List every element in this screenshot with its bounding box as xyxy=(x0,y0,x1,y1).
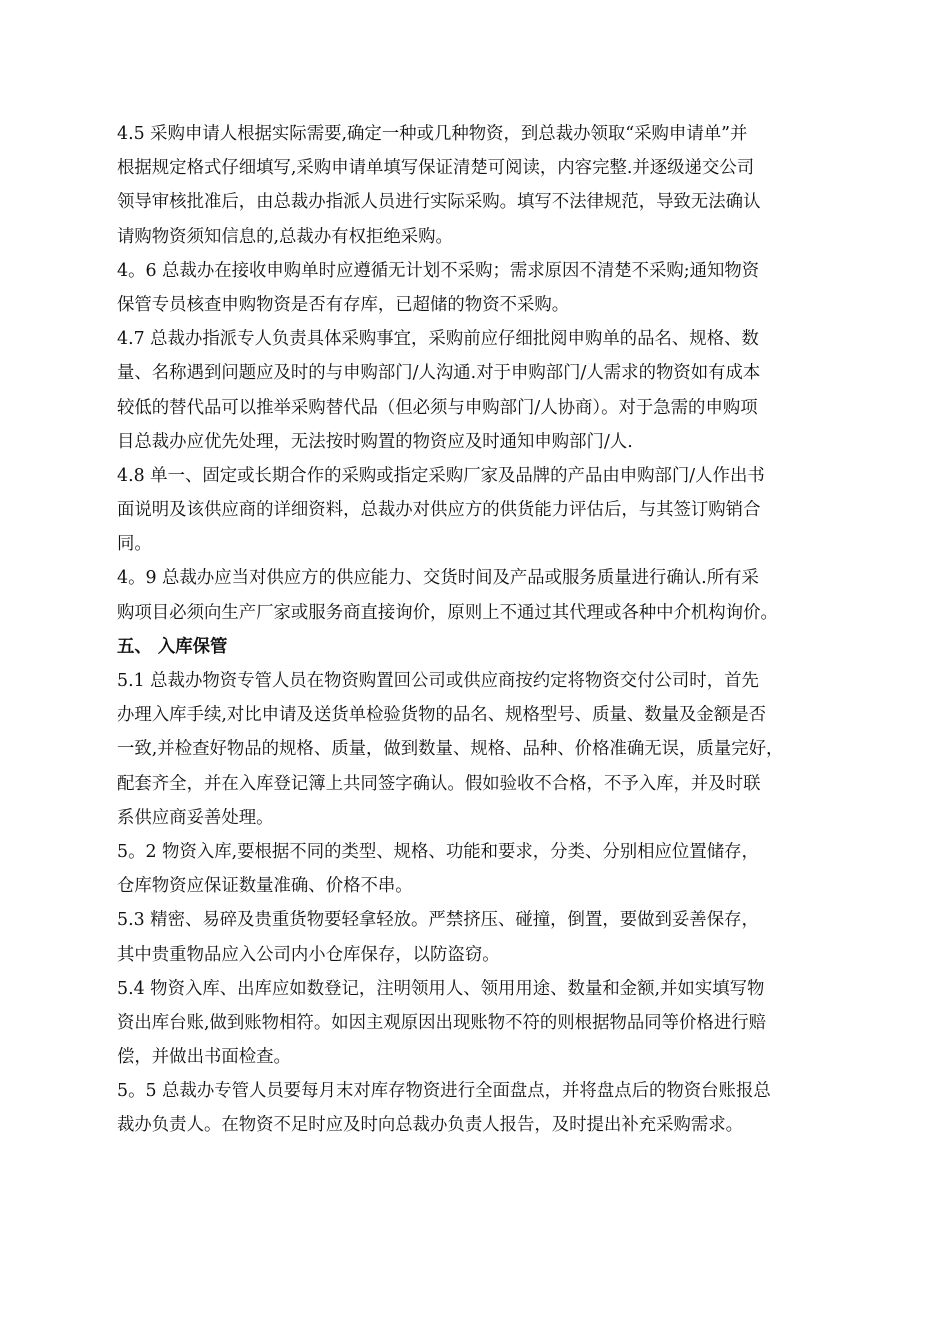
text-line: 根据规定格式仔细填写,采购申请单填写保证清楚可阅读，内容完整.并逐级递交公司 xyxy=(117,158,755,179)
text-line: 4.7 总裁办指派专人负责具体采购事宜，采购前应仔细批阅申购单的品名、规格、数 xyxy=(117,329,759,350)
text-line: 仓库物资应保证数量准确、价格不串。 xyxy=(117,876,413,897)
text-line: 领导审核批准后，由总裁办指派人员进行实际采购。填写不法律规范，导致无法确认 xyxy=(117,192,761,213)
section-heading: 五、 入库保管 xyxy=(117,636,228,657)
text-line: 系供应商妥善处理。 xyxy=(117,807,274,828)
text-line: 偿，并做出书面检查。 xyxy=(117,1047,291,1068)
text-line: 同。 xyxy=(117,534,152,555)
text-line: 办理入库手续,对比申请及送货单检验货物的品名、规格型号、质量、数量及金额是否 xyxy=(117,705,766,726)
text-line: 5。5 总裁办专管人员要每月末对库存物资进行全面盘点，并将盘点后的物资台账报总 xyxy=(117,1081,771,1102)
text-line: 裁办负责人。在物资不足时应及时向总裁办负责人报告，及时提出补充采购需求。 xyxy=(117,1115,744,1136)
text-line: 配套齐全，并在入库登记簿上共同签字确认。假如验收不合格，不予入库，并及时联 xyxy=(117,773,761,794)
document-body xyxy=(117,117,845,1143)
text-line: 4。6 总裁办在接收申购单时应遵循无计划不采购；需求原因不清楚不采购;通知物资 xyxy=(117,260,760,281)
text-line: 4.8 单一、固定或长期合作的采购或指定采购厂家及品牌的产品由申购部门/人作出书 xyxy=(117,465,765,486)
text-line: 资出库台账,做到账物相符。如因主观原因出现账物不符的则根据物品同等价格进行赔 xyxy=(117,1012,766,1033)
text-line: 保管专员核查申购物资是否有存库，已超储的物资不采购。 xyxy=(117,294,570,315)
text-line: 4。9 总裁办应当对供应方的供应能力、交货时间及产品或服务质量进行确认.所有采 xyxy=(117,568,759,589)
text-line: 5.3 精密、易碎及贵重货物要轻拿轻放。严禁挤压、碰撞，倒置，要做到妥善保存， xyxy=(117,910,759,931)
text-line: 购项目必须向生产厂家或服务商直接询价，原则上不通过其代理或各种中介机构询价。 xyxy=(117,602,778,623)
text-line: 面说明及该供应商的详细资料，总裁办对供应方的供货能力评估后，与其签订购销合 xyxy=(117,500,761,521)
text-line: 4.5 采购申请人根据实际需要,确定一种或几种物资，到总裁办领取“采购申请单”并 xyxy=(117,124,748,144)
text-line: 5.4 物资入库、出库应如数登记，注明领用人、领用用途、数量和金额,并如实填写物 xyxy=(117,978,765,999)
text-line: 5。2 物资入库,要根据不同的类型、规格、功能和要求，分类、分别相应位置储存， xyxy=(117,841,759,862)
text-line: 5.1 总裁办物资专管人员在物资购置回公司或供应商按约定将物资交付公司时，首先 xyxy=(117,671,759,691)
text-line: 一致,并检查好物品的规格、质量，做到数量、规格、品种、价格准确无误，质量完好， xyxy=(117,739,784,760)
text-line: 量、名称遇到问题应及时的与申购部门/人沟通.对于申购部门/人需求的物资如有成本 xyxy=(117,363,761,384)
text-line: 目总裁办应优先处理，无法按时购置的物资应及时通知申购部门/人. xyxy=(117,431,633,452)
text-line: 较低的替代品可以推举采购替代品（但必须与申购部门/人协商）。对于急需的申购项 xyxy=(117,397,758,418)
text-line: 其中贵重物品应入公司内小仓库保存，以防盗窃。 xyxy=(117,944,500,965)
text-line: 请购物资须知信息的,总裁办有权拒绝采购。 xyxy=(117,226,453,247)
